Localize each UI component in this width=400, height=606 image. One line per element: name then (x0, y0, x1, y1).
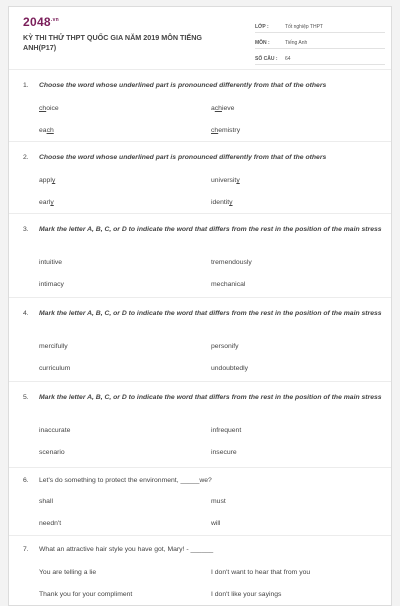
option-c[interactable]: early (39, 199, 54, 206)
site-logo[interactable]: $2048^{.vn}$ (23, 15, 60, 29)
question-text: What an attractive hair style you have got, Mary! - ______ (39, 546, 214, 553)
option-d[interactable]: chemistry (211, 127, 241, 134)
exam-header (9, 7, 391, 71)
question-text: Choose the word whose underlined part is pronounced differently from that of the others (39, 154, 327, 161)
question-text: Mark the letter A, B, C, or D to indicate the word that differs from the rest in the position of the main stress (39, 310, 382, 317)
option-c[interactable]: intimacy (39, 281, 64, 288)
question-text: Mark the letter A, B, C, or D to indicate the word that differs from the rest in the position of the main stress (39, 226, 382, 233)
question-text: Mark the letter A, B, C, or D to indicate the word that differs from the rest in the position of the main stress (39, 394, 382, 401)
question-4: 4. Mark the letter A, B, C, or D to indicate the word that differs from the rest in the position of the main stress (9, 309, 392, 319)
option-d[interactable]: identity (211, 199, 233, 206)
question-divider (9, 141, 392, 142)
option-b[interactable]: I don't want to hear that from you (211, 569, 311, 576)
question-divider (9, 297, 392, 298)
option-b[interactable]: personify (211, 343, 239, 350)
question-divider (9, 213, 392, 214)
option-a[interactable]: intuitive (39, 259, 63, 266)
option-a[interactable]: apply (39, 177, 56, 184)
option-b[interactable]: tremendously (211, 259, 252, 266)
option-c[interactable]: Thank you for your compliment (39, 591, 133, 598)
option-c[interactable]: needn't (39, 520, 62, 527)
question-text: Choose the word whose underlined part is pronounced differently from that of the others (39, 82, 327, 89)
header-divider (9, 69, 392, 70)
meta-subject: MÔN : Tiếng Anh (255, 33, 385, 49)
option-a[interactable]: mercifully (39, 343, 68, 350)
question-divider (9, 381, 392, 382)
question-divider (9, 467, 392, 468)
meta-class: LỚP : Tốt nghiệp THPT (255, 17, 385, 33)
exam-page (8, 6, 392, 606)
question-1: 1. Choose the word whose underlined part is pronounced differently from that of the others (9, 81, 392, 91)
option-b[interactable]: university (211, 177, 240, 184)
option-c[interactable]: curriculum (39, 365, 71, 372)
meta-question-count: SỐ CÂU : 64 (255, 49, 385, 65)
option-b[interactable]: must (211, 498, 226, 505)
option-a[interactable]: inaccurate (39, 427, 71, 434)
question-5: 5. Mark the letter A, B, C, or D to indicate the word that differs from the rest in the position of the main stress (9, 393, 392, 403)
option-b[interactable]: achieve (211, 105, 235, 112)
option-a[interactable]: You are telling a lie (39, 569, 97, 576)
question-divider (9, 535, 392, 536)
question-6: 6. Let's do something to protect the environment, _____we? (9, 476, 392, 486)
exam-meta (255, 17, 385, 65)
option-d[interactable]: will (211, 520, 221, 527)
option-d[interactable]: undoubtedly (211, 365, 249, 372)
question-7: 7. What an attractive hair style you have got, Mary! - ______ (9, 545, 392, 555)
option-d[interactable]: mechanical (211, 281, 246, 288)
option-a[interactable]: choice (39, 105, 59, 112)
option-d[interactable]: insecure (211, 449, 237, 456)
question-text: Let's do something to protect the environment, _____we? (39, 477, 212, 484)
question-3: 3. Mark the letter A, B, C, or D to indicate the word that differs from the rest in the position of the main stress (9, 225, 392, 235)
option-d[interactable]: I don't like your sayings (211, 591, 282, 598)
option-b[interactable]: infrequent (211, 427, 242, 434)
exam-title: KỲ THI THỬ THPT QUỐC GIA NĂM 2019 MÔN TIẾNG ANH(P17) (23, 33, 203, 52)
option-c[interactable]: each (39, 127, 54, 134)
option-c[interactable]: scenario (39, 449, 65, 456)
question-2: 2. Choose the word whose underlined part is pronounced differently from that of the others (9, 153, 392, 163)
option-a[interactable]: shall (39, 498, 53, 505)
